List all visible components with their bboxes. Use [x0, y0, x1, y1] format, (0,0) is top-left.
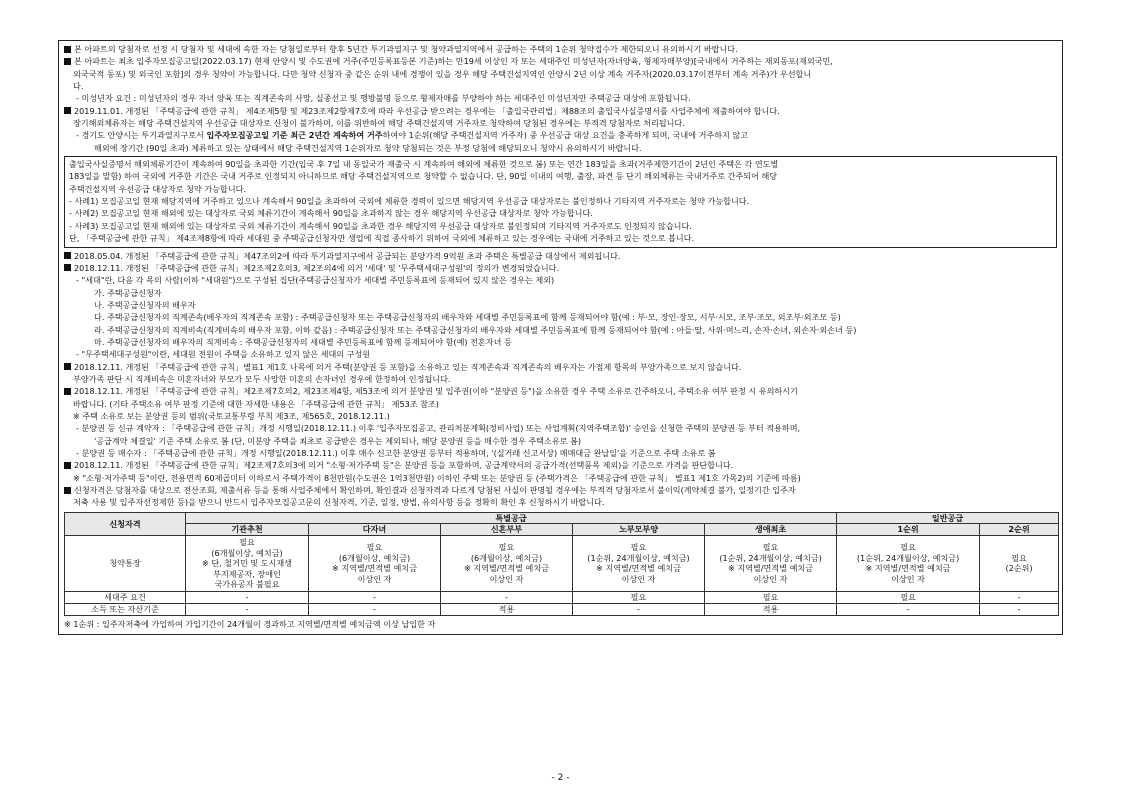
col-header: 1순위	[837, 524, 980, 536]
notice-line: 가. 주택공급신청자	[94, 287, 162, 298]
notice-line: ※ "소형·저가주택 등"이란, 전용면적 60제곱미터 이하로서 주택가격이 8천만원(수도권은 1억3천만원) 이하인 주택 또는 분양권 등 (주택가격은 「주택공급에 관한 규칙」 별표1 제1호 가목2)의 기준에 따름)	[73, 472, 801, 483]
col-header: 신혼부부	[441, 524, 573, 536]
table-cell: 필요 (1순위, 24개월이상, 예치금) ※ 지역별/면적별 예치금 이상인 자	[705, 535, 837, 591]
table-row	[65, 535, 1059, 591]
square-bullet-icon	[64, 58, 71, 65]
header-general-supply: 일반공급	[837, 512, 1059, 524]
notice-line: 마. 주택공급신청자의 배우자의 직계비속 : 주택공급신청자의 세대별 주민등록표에 함께 등재되어야 함(예) 전혼자녀 등	[94, 336, 512, 347]
table-cell: 필요 (2순위)	[980, 535, 1059, 591]
table-cell: -	[980, 591, 1059, 603]
square-bullet-icon	[64, 46, 71, 53]
bold-emphasis: 입주자모집공고일 기준 최근 2년간 계속하여 거주	[206, 130, 383, 141]
col-header: 생애최초	[705, 524, 837, 536]
notice-line: 2018.05.04. 개정된 「주택공급에 관한 규칙」제47조의2에 따라 투기과열지구에서 공급되는 분양가격 9억원 초과 주택은 특별공급 대상에서 제외됩니다.	[64, 250, 1057, 262]
square-bullet-icon	[64, 252, 71, 259]
notice-line: 장기해외체류자는 해당 주택건설지역 우선공급 대상자로 신청이 불가하며, 이를 위반하여 해당 주택건설지역 거주자로 청약하여 당첨된 경우에는 부적격 당첨자로 처리됩니다.	[73, 118, 685, 129]
square-bullet-icon	[64, 363, 71, 370]
notice-line: 부양가족 판단 시 직계비속은 미혼자녀와 부모가 모두 사망한 미혼의 손자녀인 경우에 한정하여 인정됩니다.	[73, 373, 451, 384]
notice-frame	[58, 40, 1063, 635]
table-cell: -	[186, 591, 309, 603]
square-bullet-icon	[64, 264, 71, 271]
notice-line: - 분양권 등 신규 계약자 : 「주택공급에 관한 규칙」개정 시행일(2018.12.11.) 이후 '입주자모집공고, 관리처분계획(정비사업) 또는 사업계획(지역주택조합)' 승인을 신청한 주택의 분양권 등 부터 적용하며,	[76, 423, 801, 434]
notice-line: 본 아파트의 당첨자로 선정 시 당첨자 및 세대에 속한 자는 당첨일로부터 향후 5년간 투기과열지구 및 청약과열지역에서 공급하는 주택의 1순위 청약접수가 제한되오니 유의하시기 바랍니다.	[64, 43, 1057, 55]
notice-line: 2019.11.01. 개정된 「주택공급에 관한 규칙」 제4조제5항 및 제23조제2항제7호에 따라 우선공급 받으려는 경우에는 「출입국관리법」제88조의 출입국사실증명서를 사업주체에 제출하여야 합니다.	[64, 105, 1057, 117]
notice-line: 본 아파트는 최초 입주자모집공고일(2022.03.17) 현재 안양시 및 수도권에 거주(주민등록표등본 기준)하는 만19세 이상인 자 또는 세대주인 미성년자(자녀양육, 형제자매부양)[국내에서 거주하는 재외동포(재외국민,	[64, 55, 1057, 67]
table-cell: 필요 (6개월이상, 예치금) ※ 단, 철거민 및 도시재생 부지제공자, 장애인 국가유공자 불필요	[186, 535, 309, 591]
table-cell: 적용	[441, 603, 573, 615]
notice-line: 다. 주택공급신청자의 직계존속(배우자의 직계존속 포함) : 주택공급신청자 또는 주택공급신청자의 배우자와 세대별 주민등록표에 함께 등재되어야 함(예 : 부·모, 장인·장모, 시부·시모, 조부·조모, 외조부·외조모 등)	[94, 312, 841, 323]
table-cell: -	[573, 603, 705, 615]
table-cell: -	[837, 603, 980, 615]
notice-line: 해외에 장기간 (90일 초과) 체류하고 있는 상태에서 해당 주택건설지역 1순위자로 청약 당첨되는 것은 부정 당첨에 해당되오니 청약시 유의하시기 바랍니다.	[94, 142, 642, 153]
notice-line: 2018.12.11. 개정된 「주택공급에 관한 규칙」별표1 제1호 나목에 의거 주택(분양권 등 포함)을 소유하고 있는 직계존속과 직계존속의 배우자는 가점제 항목의 부양가족으로 보지 않습니다.	[64, 361, 1057, 373]
notice-line: 나. 주택공급신청자의 배우자	[94, 299, 196, 310]
table-cell: -	[309, 591, 441, 603]
square-bullet-icon	[64, 462, 71, 469]
table-row	[65, 591, 1059, 603]
notice-line: 2018.12.11. 개정된 「주택공급에 관한 규칙」제2조제7호의2, 제23조제4항, 제53조에 의거 분양권 및 입주권(이하 "분양권 등")을 소유한 경우 주택 소유로 간주하오니, 주택소유 여부 판정 시 유의하시기	[64, 385, 1057, 397]
square-bullet-icon	[64, 388, 71, 395]
notice-line: '공급계약 체결일' 기준 주택 소유로 봄 (단, 미분양 주택을 최초로 공급받은 경우는 제외되나, 해당 분양권 등을 매수한 경우 주택소유로 봄)	[94, 435, 582, 446]
col-header: 다자녀	[309, 524, 441, 536]
table-cell: -	[441, 591, 573, 603]
table-cell: 필요 (1순위, 24개월이상, 예치금) ※ 지역별/면적별 예치금 이상인 자	[573, 535, 705, 591]
square-bullet-icon	[64, 487, 71, 494]
notice-line: - 분양권 등 매수자 : 「주택공급에 관한 규칙」개정 시행일(2018.12.11.) 이후 매수 신고한 분양권 등부터 적용하며, '(실거래 신고서상) 매매대금 완납일'을 기준으로 주택 소유로 봄	[76, 448, 716, 458]
col-header: 기관추천	[186, 524, 309, 536]
table-cell: 필요 (6개월이상, 예치금) ※ 지역별/면적별 예치금 이상인 자	[309, 535, 441, 591]
row-label: 세대주 요건	[65, 591, 186, 603]
notice-line: - 경기도 안양시는 투기과열지구로서 입주자모집공고일 기준 최근 2년간 계속하여 거주하여야 1순위(해당 주택건설지역 거주자) 중 우선공급 대상 요건을 충족하게 되며, 국내에 거주하지 않고	[76, 130, 749, 141]
header-special-supply: 특별공급	[186, 512, 837, 524]
table-cell: 적용	[705, 603, 837, 615]
table-cell: -	[186, 603, 309, 615]
row-label: 소득 또는 자산기준	[65, 603, 186, 615]
table-cell: 필요 (1순위, 24개월이상, 예치금) ※ 지역별/면적별 예치금 이상인 자	[837, 535, 980, 591]
notice-line: 신청자격은 당첨자를 대상으로 전산조회, 제출서류 등을 통해 사업주체에서 확인하며, 확인결과 신청자격과 다르게 당첨된 사실이 판명될 경우에는 부적격 당첨자로서 불이익(계약체결 불가, 일정기간 입주자	[64, 484, 1057, 496]
row-label: 청약통장	[65, 535, 186, 591]
notice-line: 2018.12.11. 개정된 「주택공급에 관한 규칙」제2조제2호의3, 제2조의4에 의거 '세대' 및 '무주택세대구성원'의 정의가 변경되었습니다.	[64, 262, 1057, 274]
table-cell: -	[309, 603, 441, 615]
table-cell: 필요	[705, 591, 837, 603]
notice-line: 다.	[73, 81, 84, 92]
col-header: 노부모부양	[573, 524, 705, 536]
header-qualification: 신청자격	[65, 512, 186, 535]
table-cell: 필요	[573, 591, 705, 603]
overseas-stay-box: 출입국사실증명서 해외체류기간이 계속하여 90일을 초과한 기간(입국 후 7일 내 동일국가 재출국 시 계속하여 해외에 체류한 것으로 봄) 또는 연간 183일을 초과(거주제한기간이 2년인 주택은 각 연도별 183일을 말함) 하여 국외에 거주한 기간은 국내 거주로 인정되지 아니하므로 해당 주택건설지역으로 청약할 수 없습니다. 단, 90일 이내의 여행, 출장, 파견 등 단기 해외체류는 국내거주로 간주되어 해당 주택건설지역 우선공급 대상자로 청약 가능합니다. - 사례1) 모집공고일 현재 해당지역에 거주하고 있으나 계속해서 90일을 초과하여 국외에 체류한 경력이 있으면 해당지역 우선공급 대상자로는 불인정하나 기타지역 거주자로는 청약 가능합니다. - 사례2) 모집공고일 현재 해외에 있는 대상자로 국외 체류기간이 계속해서 90일을 초과하지 않는 경우 해당지역 우선공급 대상자로 청약 가능합니다. - 사례3) 모집공고일 현재 해외에 있는 대상자로 국외 체류기간이 계속해서 90일을 초과한 경우 해당지역 우선공급 대상자로 불인정되며 기타지역 거주자로도 인정되지 않습니다. 단, 「주택공급에 관한 규칙」 제4조제8항에 따라 세대원 중 주택공급신청자만 생업에 직접 종사하기 위하여 국외에 체류하고 있는 경우에는 국내에 거주하고 있는 것으로 봅니다.	[64, 156, 1057, 247]
notice-line: 바랍니다. (기타 주택소유 여부 판정 기준에 대한 자세한 내용은 「주택공급에 관한 규칙」 제53조 참조)	[73, 398, 439, 409]
table-cell: 필요	[837, 591, 980, 603]
table-cell: 필요 (6개월이상, 예치금) ※ 지역별/면적별 예치금 이상인 자	[441, 535, 573, 591]
table-footnote: ※ 1순위 : 입주자저축에 가입하여 가입기간이 24개월이 경과하고 지역별/면적별 예치금액 이상 납입한 자	[64, 618, 436, 629]
table-cell: -	[980, 603, 1059, 615]
notice-line: - 미성년자 요건 : 미성년자의 경우 자녀 양육 또는 직계존속의 사망, 실종선고 및 행방불명 등으로 형제자매를 부양하야 하는 세대주인 미성년자만 주택공급 대상에 포함됩니다.	[76, 93, 691, 104]
notice-line: ※ 주택 소유로 보는 분양권 등의 범위(국토교통부령 부칙 제3조, 제565호, 2018.12.11.)	[73, 410, 390, 421]
square-bullet-icon	[64, 107, 71, 114]
col-header: 2순위	[980, 524, 1059, 536]
page-number: - 2 -	[551, 773, 570, 783]
notice-line: - "무주택세대구성원"이란, 세대원 전원이 주택을 소유하고 있지 않은 세대의 구성원	[76, 349, 371, 360]
notice-line: 저축 사용 및 입주자선정제한 등)을 받으니 반드시 입주자모집공고문의 신청자격, 기준, 일정, 방법, 유의사항 등을 정확히 확인 후 신청하시기 바랍니다.	[73, 497, 605, 508]
eligibility-table	[64, 512, 1059, 616]
table-row	[65, 603, 1059, 615]
notice-line: 라. 주택공급신청자의 직계비속(직계비속의 배우자 포함, 이하 같음) : 주택공급신청자 또는 주택공급신청자의 배우자와 세대별 주민등록표에 함께 등재되어야 함(예 : 아들·딸, 사위·며느리, 손자·손녀, 외손자·외손녀 등)	[94, 324, 857, 335]
notice-line: - "세대"란, 다음 각 목의 사람(이하 "세대원")으로 구성된 집단(주택공급신청자가 세대별 주민등록표에 등재되어 있지 않은 경우는 제외)	[76, 275, 555, 286]
notice-line: 외국국적 동포) 및 외국인 포함]의 경우 청약이 가능합니다. 다만 청약 신청자 중 같은 순위 내에 경쟁이 있을 경우 해당 주택건설지역인 안양시 2년 이상 계속 거주자(2020.03.17이전부터 계속 거주)가 우선합니	[73, 68, 812, 79]
notice-line: 2018.12.11. 개정된 「주택공급에 관한 규칙」제2조제7호의3에 의거 "소형·저가주택 등"은 분양권 등을 포함하며, 공급계약서의 공급가격(선택품목 제외)을 기준으로 가격을 판단합니다.	[64, 459, 1057, 471]
